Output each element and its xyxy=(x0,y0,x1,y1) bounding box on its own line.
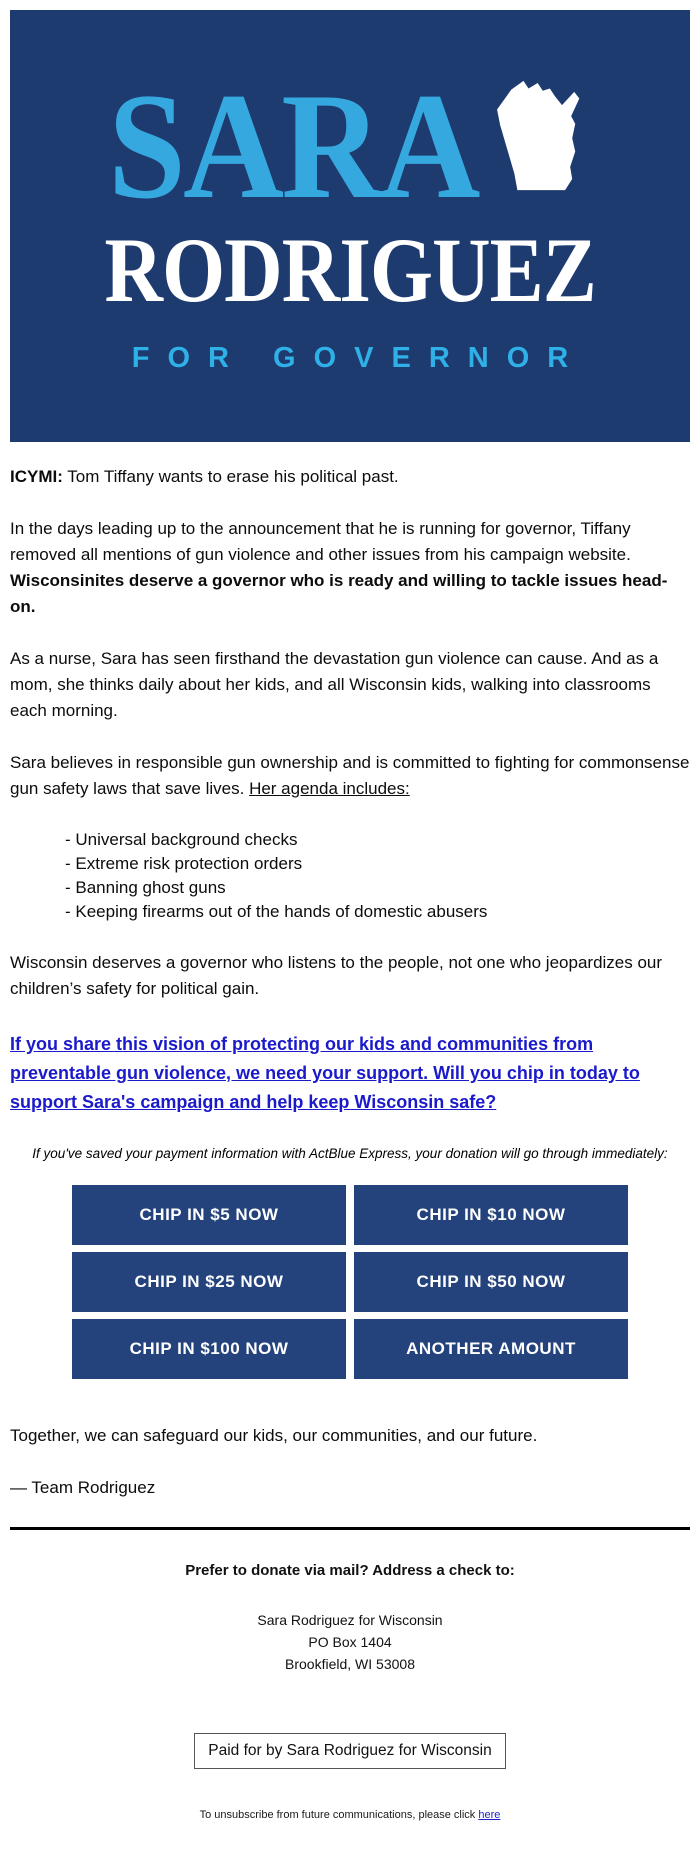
mailing-address xyxy=(10,1609,690,1675)
icymi-label: ICYMI: xyxy=(10,467,63,486)
paragraph-tiffany xyxy=(10,516,690,620)
paid-for-container xyxy=(10,1733,690,1769)
chip-in-10-button[interactable]: CHIP IN $10 NOW xyxy=(354,1185,628,1245)
list-item: - Universal background checks xyxy=(65,830,298,849)
list-item: - Extreme risk protection orders xyxy=(65,854,303,873)
address-line: PO Box 1404 xyxy=(308,1634,392,1650)
signature: — Team Rodriguez xyxy=(10,1478,156,1497)
paragraph-agenda-intro xyxy=(10,750,690,802)
tiffany-text: In the days leading up to the announcement that he is running for governor, Tiffany removed all mentions of gun violence and other issues from his campaign website. xyxy=(10,519,631,564)
actblue-express-note: If you've saved your payment information with ActBlue Express, your donation will go through immediately: xyxy=(32,1146,668,1161)
paragraph-nurse: As a nurse, Sara has seen firsthand the devastation gun violence can cause. And as a mom, she thinks daily about her kids, and all Wisconsin kids, walking into classrooms each morning. xyxy=(10,649,659,720)
email-copy xyxy=(10,464,690,1501)
campaign-header-banner xyxy=(10,10,690,442)
paid-for-disclaimer: Paid for by Sara Rodriguez for Wisconsin xyxy=(194,1733,505,1769)
agenda-list xyxy=(10,828,690,924)
donation-button-grid xyxy=(72,1185,628,1379)
chip-in-5-button[interactable]: CHIP IN $5 NOW xyxy=(72,1185,346,1245)
logo-rodriguez-text: RODRIGUEZ xyxy=(104,219,596,321)
logo-row xyxy=(108,62,592,230)
paragraph-closing: Together, we can safeguard our kids, our communities, and our future. xyxy=(10,1426,538,1445)
icymi-text: Tom Tiffany wants to erase his political past. xyxy=(62,467,399,486)
wisconsin-state-icon xyxy=(483,72,592,200)
address-line: Brookfield, WI 53008 xyxy=(285,1656,415,1672)
another-amount-button[interactable]: ANOTHER AMOUNT xyxy=(354,1319,628,1379)
footer-divider xyxy=(10,1527,690,1530)
paragraph-icymi xyxy=(10,464,690,490)
address-line: Sara Rodriguez for Wisconsin xyxy=(257,1612,443,1628)
chip-in-cta-link[interactable]: If you share this vision of protecting our kids and communities from preventable gun violence, we need your support. Will you chip in today to support Sara's campaign and help keep Wisconsin safe? xyxy=(10,1034,640,1112)
paragraph-deserves: Wisconsin deserves a governor who listens to the people, not one who jeopardizes our children’s safety for political gain. xyxy=(10,953,663,998)
agenda-intro-text: Sara believes in responsible gun ownership and is committed to fighting for commonsense gun safety laws that save lives. xyxy=(10,753,690,798)
chip-in-50-button[interactable]: CHIP IN $50 NOW xyxy=(354,1252,628,1312)
agenda-includes-underline: Her agenda includes: xyxy=(249,779,410,798)
chip-in-100-button[interactable]: CHIP IN $100 NOW xyxy=(72,1319,346,1379)
chip-in-25-button[interactable]: CHIP IN $25 NOW xyxy=(72,1252,346,1312)
unsubscribe-link[interactable]: here xyxy=(478,1809,501,1821)
unsubscribe-line xyxy=(10,1809,690,1821)
wisconsinites-bold-text: Wisconsinites deserve a governor who is ready and willing to tackle issues head-on. xyxy=(10,571,668,616)
list-item: - Keeping firearms out of the hands of domestic abusers xyxy=(65,902,488,921)
logo-sara-text: SARA xyxy=(108,62,478,230)
list-item: - Banning ghost guns xyxy=(65,878,226,897)
logo-for-governor-text: FOR GOVERNOR xyxy=(131,342,587,374)
unsubscribe-text: To unsubscribe from future communications, please click xyxy=(199,1809,479,1821)
donate-by-mail-heading: Prefer to donate via mail? Address a check to: xyxy=(185,1562,515,1579)
